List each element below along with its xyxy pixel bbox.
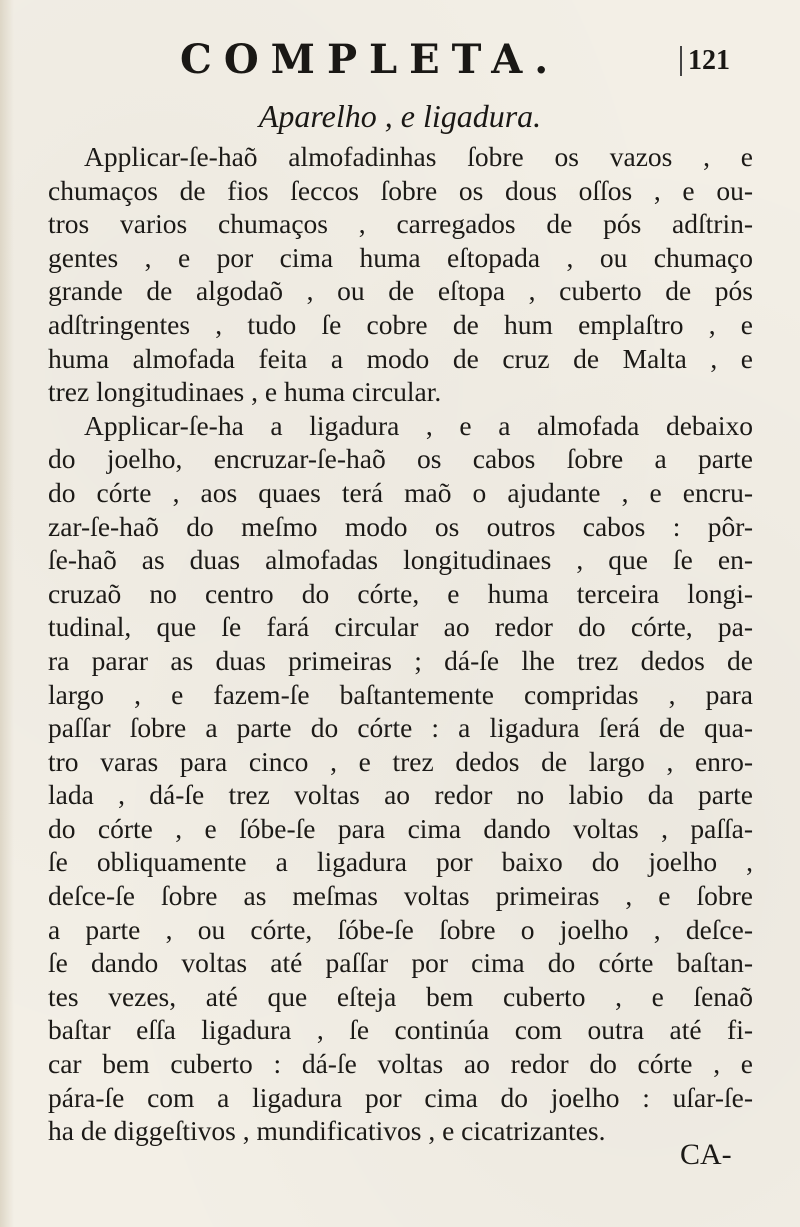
text-line: Applicar-ſe-ha a ligadura , e a almofada debaixo [84, 409, 753, 441]
text-line: tro varas para cinco , e trez dedos de largo , enro- [48, 745, 753, 777]
page-header [180, 36, 740, 86]
text-line: baſtar eſſa ligadura , ſe continúa com outra até fi- [48, 1014, 753, 1046]
text-line: gentes , e por cima huma eſtopada , ou chumaço [48, 241, 753, 273]
text-line: grande de algodaõ , ou de eſtopa , cuberto de pós [48, 275, 753, 307]
section-title: Aparelho , e ligadura. [258, 98, 542, 134]
paragraph-2 [48, 409, 753, 1148]
text-line: huma almofada feita a modo de cruz de Malta , e [48, 342, 753, 374]
page-gutter-shadow [0, 0, 14, 1227]
text-line: tes vezes, até que eſteja bem cuberto , e ſenaõ [48, 980, 753, 1012]
text-line: do córte , e ſóbe-ſe para cima dando voltas , paſſa- [48, 812, 753, 844]
text-line: tudinal, que ſe fará circular ao redor do córte, pa- [48, 611, 753, 643]
text-line: ra parar as duas primeiras ; dá-ſe lhe trez dedos de [48, 644, 753, 676]
text-line: a parte , ou córte, ſóbe-ſe ſobre o joelho , deſce- [48, 913, 753, 945]
text-line: tros varios chumaços , carregados de pós adſtrin- [48, 208, 753, 240]
text-line: adſtringentes , tudo ſe cobre de hum emplaſtro , e [48, 308, 753, 340]
catchword: CA- [680, 1138, 732, 1171]
text-line: deſce-ſe ſobre as meſmas voltas primeiras , e ſobre [48, 880, 753, 912]
text-line: zar-ſe-haõ do meſmo modo os outros cabos : pôr- [48, 510, 753, 542]
running-head: COMPLETA. [180, 36, 561, 83]
text-line: largo , e fazem-ſe baſtantemente compridas , para [48, 678, 753, 710]
page-number: 121 [680, 46, 730, 76]
text-line: cruzaõ no centro do córte, e huma terceira longi- [48, 577, 753, 609]
text-line: Applicar-ſe-haõ almofadinhas ſobre os vazos , e [84, 141, 753, 172]
text-line: do córte , aos quaes terá maõ o ajudante , e encru- [48, 476, 753, 508]
body-text [48, 140, 753, 1148]
text-line: ha de diggeſtivos , mundificativos , e cicatrizantes. [48, 1115, 606, 1147]
text-line: pára-ſe com a ligadura por cima do joelho : uſar-ſe- [48, 1081, 753, 1113]
text-line: ſe obliquamente a ligadura por baixo do joelho , [48, 846, 753, 878]
text-line: ſe dando voltas até paſſar por cima do córte baſtan- [48, 947, 753, 979]
text-line: paſſar ſobre a parte do córte : a ligadura ſerá de qua- [48, 712, 753, 744]
text-line: chumaços de fios ſeccos ſobre os dous oſſos , e ou- [48, 174, 753, 206]
paragraph-1 [48, 140, 753, 409]
text-line: trez longitudinaes , e huma circular. [48, 376, 442, 408]
text-line: do joelho, encruzar-ſe-haõ os cabos ſobre a parte [48, 443, 753, 475]
text-line: ſe-haõ as duas almofadas longitudinaes , que ſe en- [48, 544, 753, 576]
text-line: lada , dá-ſe trez voltas ao redor no labio da parte [48, 779, 753, 811]
text-line: car bem cuberto : dá-ſe voltas ao redor do córte , e [48, 1048, 753, 1080]
